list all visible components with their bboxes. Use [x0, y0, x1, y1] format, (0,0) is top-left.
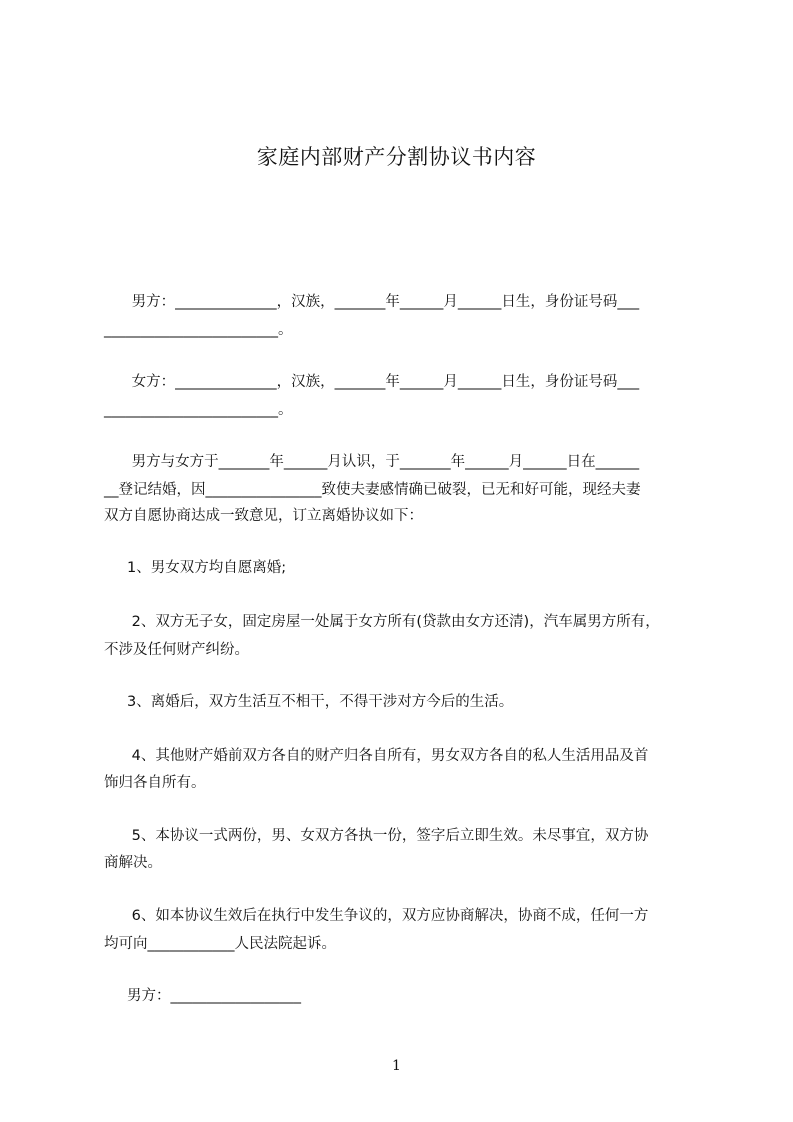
female-party-line-2: ________________________。 [104, 402, 293, 418]
clause-4-line-1: 4、其他财产婚前双方各自的财产归各自所有，男女双方各自的私人生活用品及首 [104, 748, 649, 764]
clause-2-line-2: 不涉及任何财产纠纷。 [104, 642, 249, 658]
clause-4-line-2: 饰归各自所有。 [104, 775, 206, 791]
female-party-line-1: 女方：______________，汉族，_______年______月______日生，身份证号码___ [104, 374, 640, 390]
marriage-paragraph-line-1: 男方与女方于_______年______月认识，于_______年______月______日在______ [104, 454, 640, 470]
clause-5-line-1: 5、本协议一式两份，男、女双方各执一份，签字后立即生效。未尽事宜，双方协 [104, 828, 649, 844]
marriage-paragraph-line-3: 双方自愿协商达成一致意见，订立离婚协议如下： [104, 508, 423, 524]
page-number: 1 [392, 1058, 401, 1074]
clause-1-line-1: 1、男女双方均自愿离婚; [104, 560, 287, 576]
clause-2-line-1: 2、双方无子女，固定房屋一处属于女方所有(贷款由女方还清)，汽车属男方所有， [104, 614, 660, 630]
clause-5-line-2: 商解决。 [104, 855, 162, 871]
male-party-line-1: 男方：______________，汉族，_______年______月______日生，身份证号码___ [104, 294, 640, 310]
male-party-line-2: ________________________。 [104, 322, 293, 338]
clause-6-line-2: 均可向____________人民法院起诉。 [104, 936, 336, 952]
clause-3-line-1: 3、离婚后，双方生活互不相干，不得干涉对方今后的生活。 [104, 694, 514, 710]
document-title: 家庭内部财产分割协议书内容 [256, 145, 537, 169]
marriage-paragraph-line-2: __登记结婚，因________________致使夫妻感情确已破裂，已无和好可能，现经夫妻 [104, 482, 641, 498]
male-signature-line: 男方：__________________ [104, 988, 302, 1004]
clause-6-line-1: 6、如本协议生效后在执行中发生争议的，双方应协商解决，协商不成，任何一方 [104, 908, 649, 924]
